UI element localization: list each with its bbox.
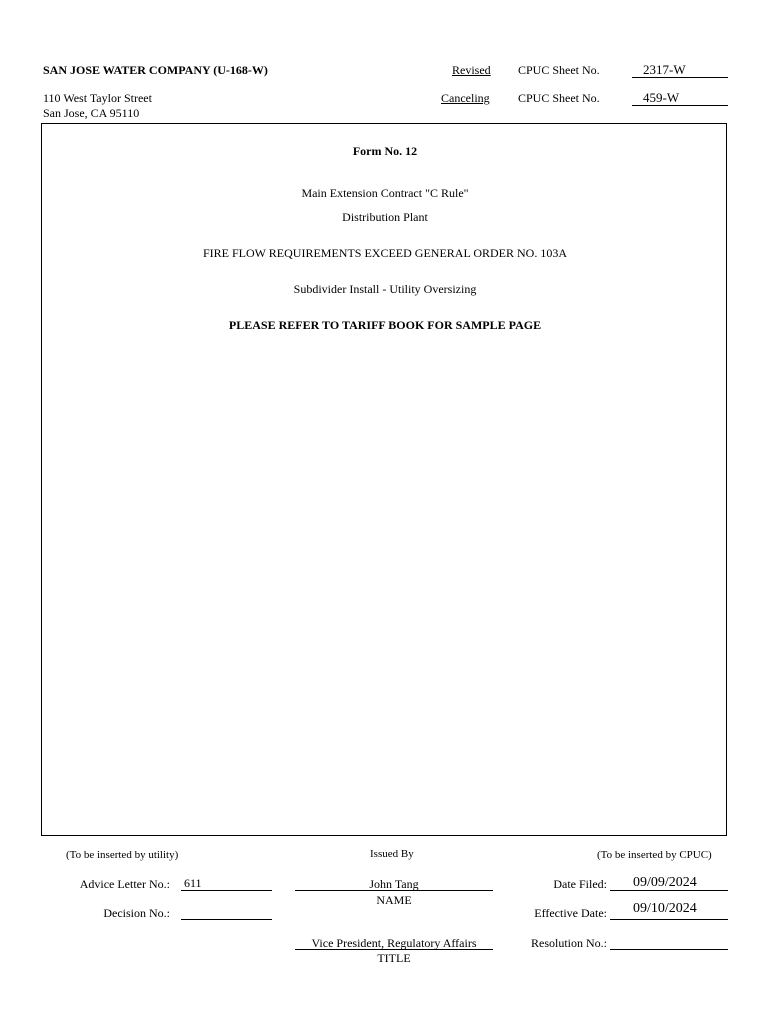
resolution-label: Resolution No.:: [530, 936, 607, 950]
issuer-name: John Tang: [369, 877, 419, 891]
canceling-label: Canceling: [441, 91, 490, 105]
advice-letter-underline: [181, 890, 272, 891]
decision-underline: [181, 919, 272, 920]
cpuc-note: (To be inserted by CPUC): [597, 849, 712, 861]
revised-label: Revised: [452, 63, 491, 77]
date-filed-label: Date Filed:: [553, 877, 607, 891]
fire-flow-requirements: FIRE FLOW REQUIREMENTS EXCEED GENERAL ORDER NO. 103A: [203, 246, 567, 260]
form-number: Form No. 12: [352, 144, 418, 158]
date-filed-value: 09/09/2024: [633, 875, 697, 890]
cpuc-sheet-underline-1: [632, 77, 728, 78]
advice-letter-label: Advice Letter No.:: [79, 877, 170, 891]
cpuc-sheet-label-2: CPUC Sheet No.: [518, 91, 600, 105]
cpuc-sheet-underline-2: [632, 105, 728, 106]
subdivider-install: Subdivider Install - Utility Oversizing: [293, 282, 477, 296]
date-filed-underline: [610, 890, 728, 891]
contract-title: Main Extension Contract "C Rule": [301, 186, 469, 200]
advice-letter-value: 611: [184, 876, 202, 890]
tariff-content-box: [41, 123, 727, 836]
issued-by-label: Issued By: [370, 848, 414, 860]
utility-note: (To be inserted by utility): [66, 849, 179, 861]
refer-to-tariff-book: PLEASE REFER TO TARIFF BOOK FOR SAMPLE PAGE: [228, 318, 542, 332]
resolution-underline: [610, 949, 728, 950]
issuer-title-underline: [295, 949, 493, 950]
cpuc-sheet-label-1: CPUC Sheet No.: [518, 63, 600, 77]
issuer-title: Vice President, Regulatory Affairs: [311, 936, 477, 950]
effective-date-underline: [610, 919, 728, 920]
name-caption: NAME: [376, 893, 412, 907]
decision-label: Decision No.:: [103, 906, 170, 920]
address-line-2: San Jose, CA 95110: [43, 106, 140, 120]
title-caption: TITLE: [377, 951, 411, 965]
address-line-1: 110 West Taylor Street: [43, 91, 152, 105]
cpuc-sheet-value-2: 459-W: [643, 90, 680, 105]
issuer-name-underline: [295, 890, 493, 891]
cpuc-sheet-value-1: 2317-W: [643, 62, 686, 77]
effective-date-label: Effective Date:: [534, 906, 607, 920]
company-name: SAN JOSE WATER COMPANY (U-168-W): [43, 63, 268, 77]
effective-date-value: 09/10/2024: [633, 901, 697, 916]
distribution-plant: Distribution Plant: [342, 210, 428, 224]
